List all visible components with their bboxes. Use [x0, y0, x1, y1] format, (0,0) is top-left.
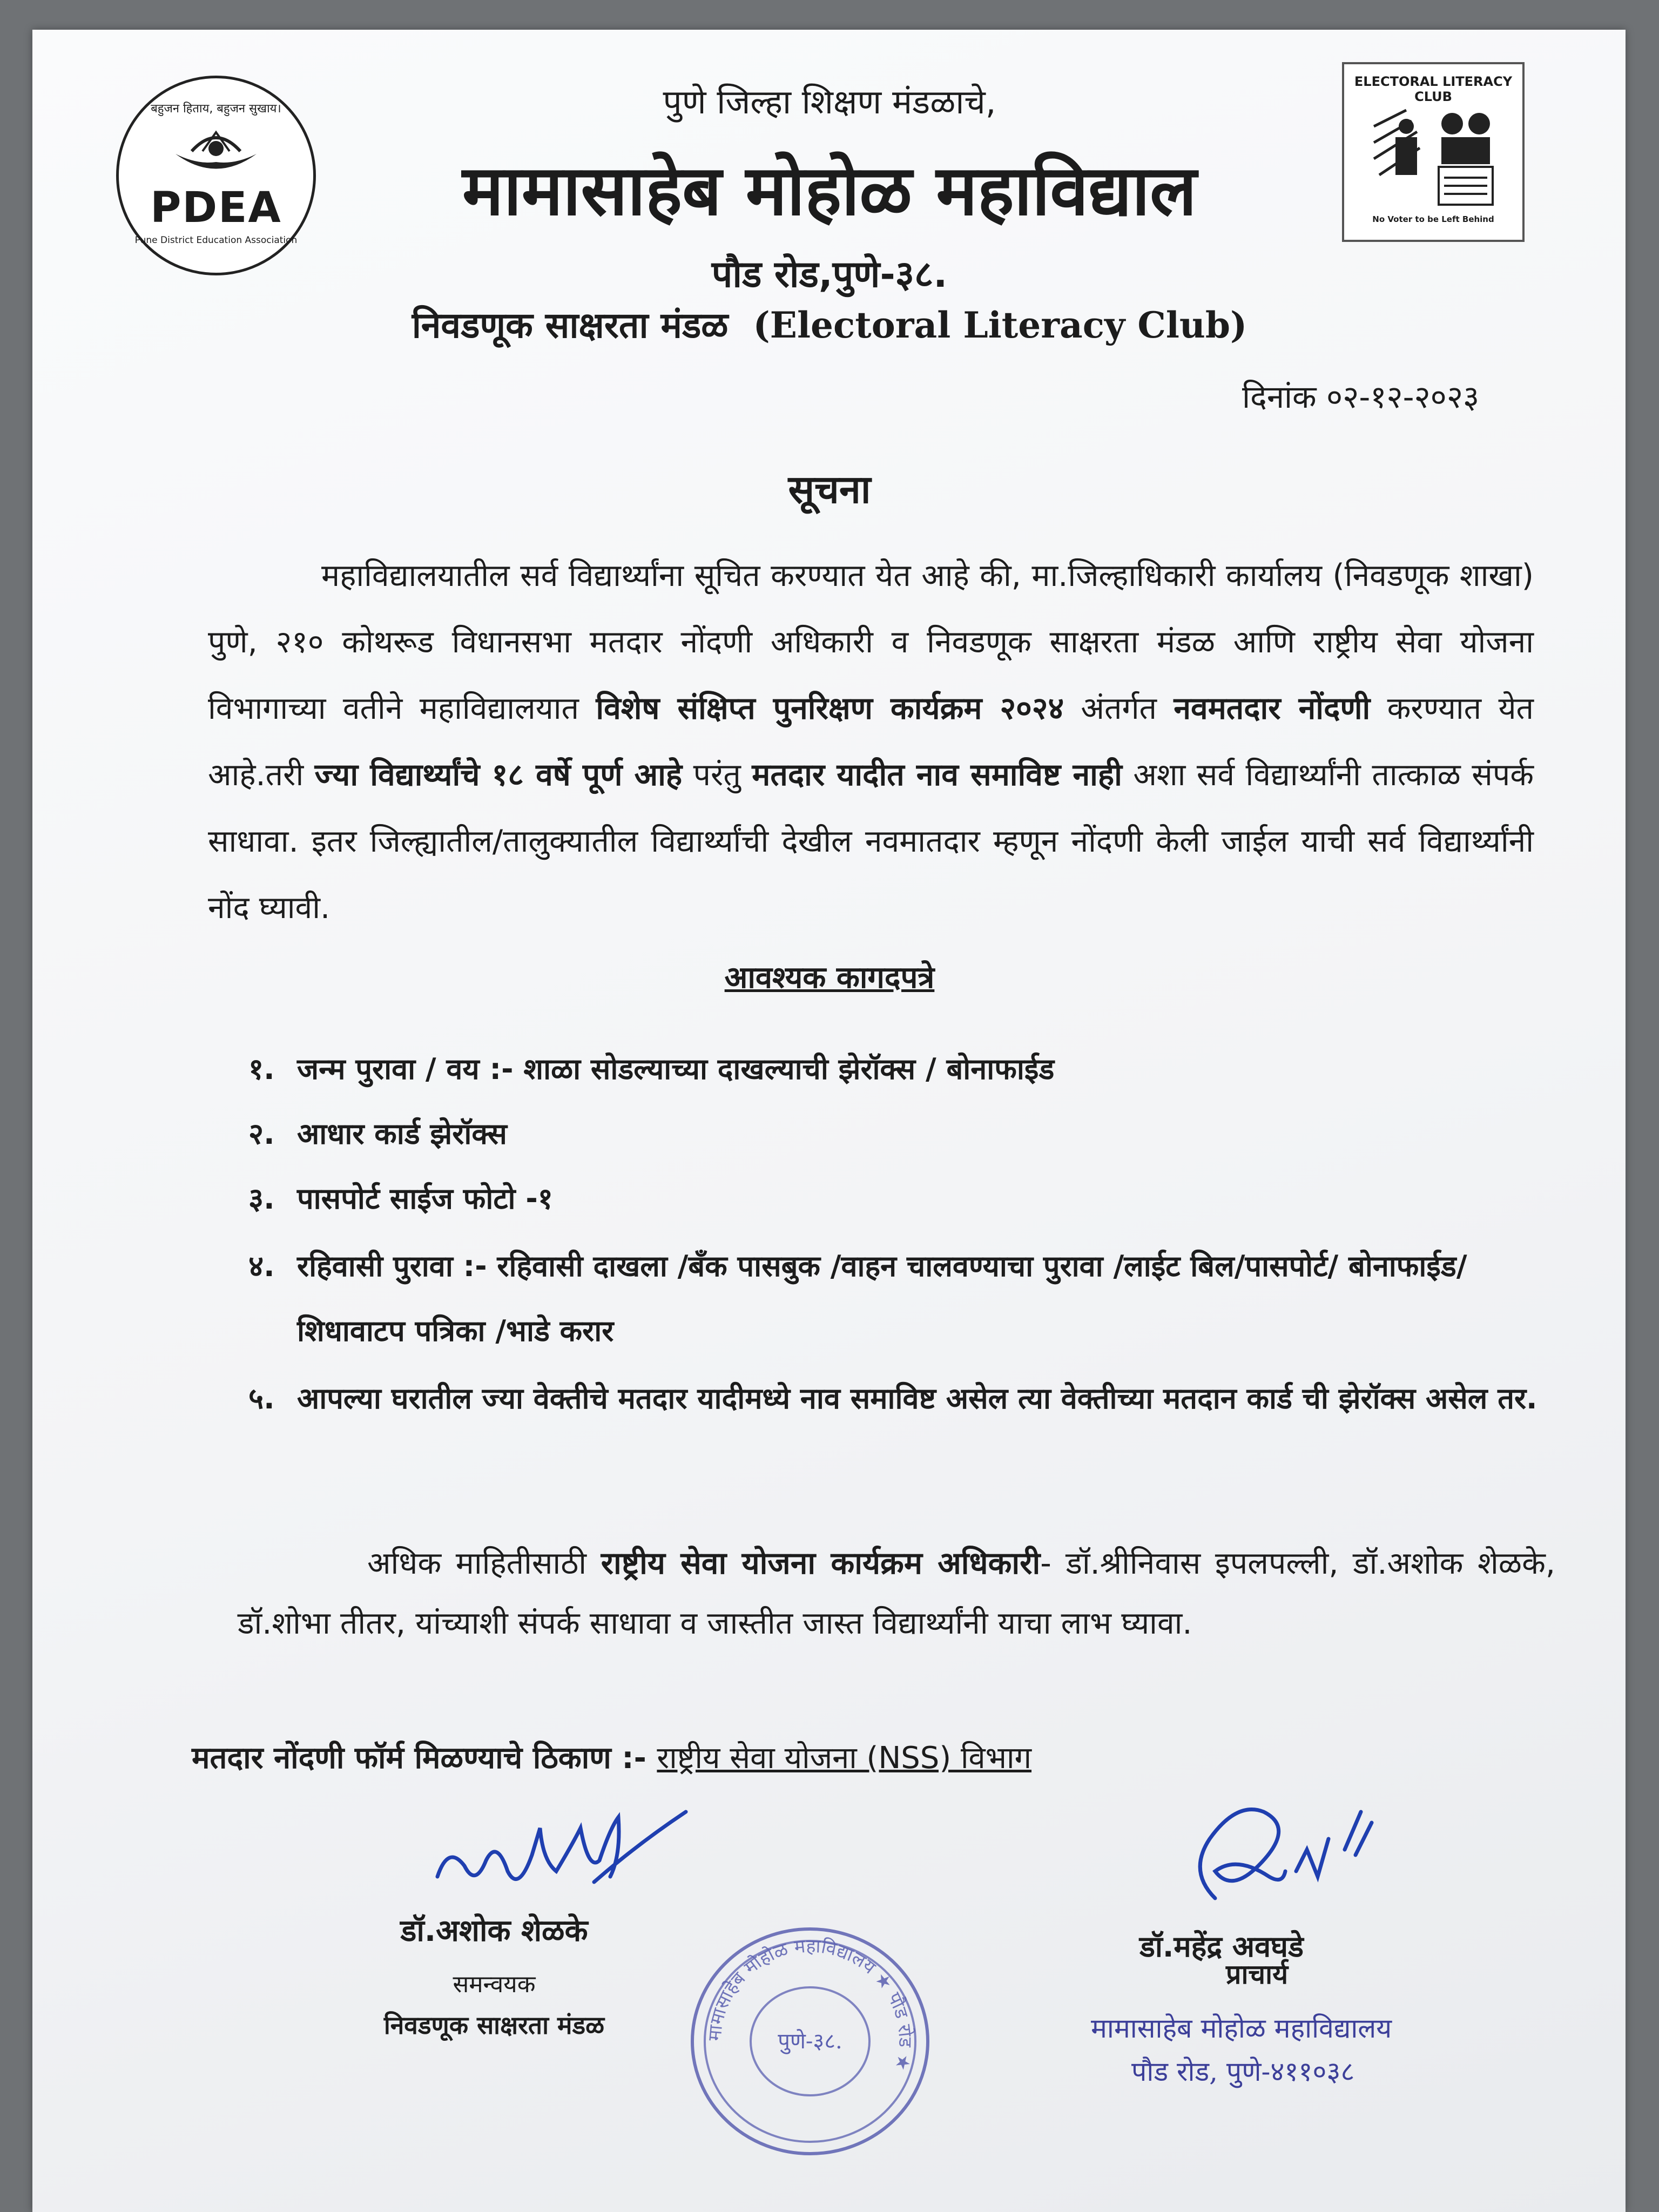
college-seal-icon: [683, 1920, 937, 2163]
para-bold-3: ज्या विद्यार्थ्यांचे १८ वर्षे पूर्ण आहे: [314, 757, 683, 793]
document-item: [248, 1366, 1555, 1431]
item-text: पासपोर्ट साईज फोटो -१: [297, 1182, 553, 1216]
notice-paragraph: [208, 543, 1534, 941]
item-number: ५.: [248, 1381, 275, 1415]
college-address: पौड रोड,पुणे-३८.: [711, 253, 948, 296]
pdea-abbr: PDEA: [150, 184, 282, 232]
item-text: आधार कार्ड झेरॉक्स: [297, 1117, 507, 1151]
pdea-motto: बहुजन हिताय, बहुजन सुखाय।: [151, 102, 281, 116]
para-text-2: अंतर्गत: [1064, 691, 1174, 726]
right-signatory-name: डॉ.महेंद्र अवघडे: [1139, 1930, 1304, 1964]
item-text: जन्म पुरावा / वय :- शाळा सोडल्याच्या दाखल्याची झेरॉक्स / बोनाफाईड: [297, 1052, 1055, 1086]
para-bold-4: मतदार यादीत नाव समाविष्ट नाही: [752, 757, 1122, 793]
college-name: मामासाहेब मोहोळ महाविद्याल: [462, 151, 1197, 231]
notice-date: दिनांक ०२-१२-२०२३: [1242, 379, 1480, 415]
item-number: १.: [248, 1052, 275, 1086]
item-number: २.: [248, 1117, 275, 1151]
form-location-label: मतदार नोंदणी फॉर्म मिळण्याचे ठिकाण :-: [192, 1741, 646, 1776]
left-signature-icon: [432, 1796, 691, 1914]
more-text-2: - डॉ.श्रीनिवास इपलपल्ली, डॉ.अशोक शेळके, डॉ.शोभा तीतर, यांच्याशी संपर्क साधावा व जास्तीत जास्त विद्यार्थ्यांनी याचा लाभ घ्यावा.: [238, 1546, 1555, 1641]
more-info-paragraph: [238, 1534, 1555, 1654]
principal-stamp-line1: मामासाहेब मोहोळ महाविद्यालय: [1091, 2013, 1392, 2044]
pdea-full-name: Pune District Education Association: [134, 235, 298, 246]
para-text-1: महाविद्यालयातील सर्व विद्यार्थ्यांना सूचित करण्यात येत आहे की, मा.जिल्हाधिकारी कार्यालय (निवडणूक शाखा) पुणे, २१० कोथरूड विधानसभा मतदार नोंदणी अधिकारी व निवडणूक साक्षरता मंडळ आणि राष्ट्रीय सेवा योजना विभागाच्या वतीने महाविद्यालयात: [208, 558, 1534, 726]
item-number: ३.: [248, 1182, 275, 1216]
left-signatory-club: निवडणूक साक्षरता मंडळ: [383, 2011, 605, 2040]
notice-title: सूचना: [788, 467, 871, 512]
left-signatory-name: डॉ.अशोक शेळके: [400, 1913, 588, 1948]
seal-center-text: पुणे-३८.: [778, 2029, 842, 2054]
document-item: [248, 1037, 1555, 1102]
para-text-3: करण्यात येत आहे.तरी: [208, 691, 1534, 793]
elc-title: ELECTORAL LITERACY CLUB: [1354, 74, 1513, 104]
header-subtitle: पुणे जिल्हा शिक्षण मंडळाचे,: [663, 82, 996, 122]
club-name: [0, 300, 1659, 348]
para-text-4: परंतु: [682, 757, 752, 793]
item-text: रहिवासी पुरावा :- रहिवासी दाखला /बँक पासबुक /वाहन चालवण्याचा पुरावा /लाईट बिल/पासपोर्ट/ बोनाफाईड/शिधावाटप पत्रिका /भाडे करार: [297, 1249, 1467, 1348]
right-signature-icon: [1166, 1790, 1393, 1931]
principal-stamp-line2: पौड रोड, पुणे-४११०३८: [1131, 2056, 1355, 2087]
para-bold-1: विशेष संक्षिप्त पुनरिक्षण कार्यक्रम २०२४: [596, 691, 1064, 726]
para-bold-2: नवमतदार नोंदणी: [1174, 691, 1371, 726]
item-text: आपल्या घरातील ज्या वेक्तीचे मतदार यादीमध्ये नाव समाविष्ट असेल त्या वेक्तीच्या मतदान कार्ड ची झेरॉक्स असेल तर.: [297, 1381, 1537, 1415]
club-marathi: निवडणूक साक्षरता मंडळ: [412, 305, 729, 346]
para-text-5: अशा सर्व विद्यार्थ्यांनी तात्काळ संपर्क साधावा. इतर जिल्ह्यातील/तालुक्यातील विद्यार्थ्यांची देखील नवमातदार म्हणून नोंदणी केली जाईल याची सर्व विद्यार्थ्यांनी नोंद घ्यावी.: [208, 757, 1534, 926]
left-signatory-role: समन्वयक: [453, 1971, 536, 1998]
documents-heading: आवश्यक कागदपत्रे: [724, 960, 935, 995]
seal-ring-text: मामासाहेब मोहोळ महाविद्यालय ★ पौड रोड ★: [704, 1935, 916, 2073]
document-item: [248, 1234, 1555, 1364]
right-signatory-role: प्राचार्य: [1226, 1959, 1289, 1990]
item-number: ४.: [248, 1249, 275, 1283]
club-english: (Electoral Literacy Club): [753, 304, 1247, 346]
elc-footer: No Voter to be Left Behind: [1372, 214, 1494, 224]
document-item: [248, 1102, 1555, 1166]
form-location: [192, 1736, 1031, 1777]
form-location-value: राष्ट्रीय सेवा योजना (NSS) विभाग: [657, 1741, 1032, 1776]
document-item: [248, 1166, 1555, 1231]
more-text-1: अधिक माहितीसाठी: [367, 1546, 601, 1581]
more-bold-1: राष्ट्रीय सेवा योजना कार्यक्रम अधिकारी: [601, 1546, 1041, 1581]
